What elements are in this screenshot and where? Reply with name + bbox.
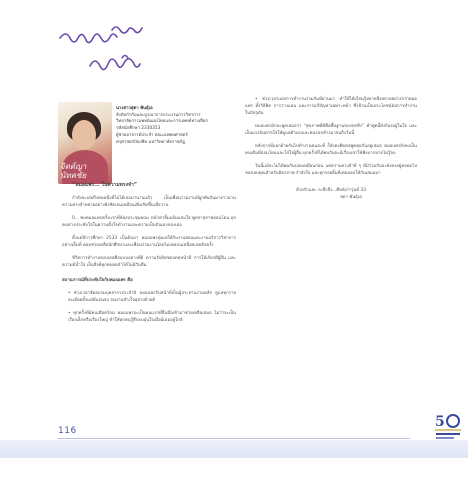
author-bio: [116, 106, 236, 146]
left-column: [62, 182, 236, 330]
photo-handwriting: จิตต์ญา นัทคชัย: [60, 162, 87, 180]
paragraph: ตั้งแต่ปีการศึกษา 2533 เป็นต้นมา หมอแพรทุ่มเทให้กับงานสอนและงานบริการวิชาการอย่างเต็มที่ คอยช่วยเหลือนักศึกษาและเพื่อนร่วมงานโดยไม่เคยบ่นเหนื่อยเลยสักครั้ง: [62, 236, 236, 248]
section-heading: สถานการณ์ที่ประทับใจกับหมอแพร คือ: [62, 278, 133, 283]
paragraph: ปี... พบหมอแพรครั้งแรกที่ห้องประชุมคณะ หน้าตายิ้มแย้มแจ่มใส พูดจาสุภาพอ่อนโยน ทุกคนต่างประทับใจในความตั้งใจทำงานและความเป็นกันเองของเธอ: [62, 216, 236, 228]
article-title: “หมอแพร... ในความทรงจำ”: [72, 182, 138, 188]
anniversary-logo: [432, 408, 464, 442]
paragraph: • ช่วงเวลาแห่งการทำงานร่วมกันที่ผ่านมา ทำให้ได้เรียนรู้หลายสิ่งหลายอย่างจากหมอแพร ทั้งวิธีคิด การวางแผน และการแก้ปัญหาเฉพาะหน้า ซึ่งล้วนเป็นประโยชน์ต่อการทำงานในปัจจุบัน: [245, 97, 417, 116]
paragraph: กำลังจะเอ่ยถึงคนหนึ่งที่ไม่ได้เจอมานานแล้ว เป็นเพื่อนร่วมงานที่ผูกพันกันมายาวนาน ความทรงจำหลายอย่างยังชัดเจนเหมือนเพิ่งเกิดขึ้นเมื่อวาน: [62, 196, 236, 208]
portrait-photo: [58, 102, 112, 184]
paragraph: หมอแพรมักจะพูดเสมอว่า “สุขภาพที่ดีคือพื้นฐานของทุกสิ่ง” คำพูดนี้ยังก้องอยู่ในใจ และเป็นแรงบันดาลใจให้ดูแลตัวเองและคนรอบข้างมาจนถึงวันนี้: [245, 124, 417, 136]
bio-line: ผู้ช่วยอาจารย์ประจำ คณะแพทยศาสตร์: [116, 132, 188, 138]
bullet-item: • ช่วงเวลาจัดอบรมบุคลากรประจำปี หมอแพรรับหน้าที่เป็นผู้ประสานงานหลัก ดูแลทุกรายละเอียดตั้งแต่ต้นจนจบ จนงานสำเร็จลุล่วงด้วยดี: [68, 291, 236, 303]
closing-line: ด้วยรักและ ระลึกถึง...ศิษย์เก่ารุ่นที่ 33: [296, 188, 366, 193]
bio-line: รหัสนักศึกษา 2330353: [116, 126, 161, 132]
closing-name: สุดา พันธุ์เอ: [340, 195, 362, 200]
author-name: นางสาวสุดา พันธุ์เอ: [116, 106, 153, 111]
handwritten-signature: [52, 18, 172, 88]
page-number: 116: [58, 426, 77, 436]
paragraph: ชีวิตการทำงานของเธอคือแบบอย่างที่ดี ความรับผิดชอบต่อหน้าที่ การให้เกียรติผู้อื่น และความมีน้ำใจ เป็นสิ่งที่ทุกคนจดจำได้ไม่มีวันลืม: [62, 256, 236, 268]
svg-text:5: 5: [435, 414, 445, 430]
footer-divider: [58, 438, 410, 439]
paragraph: วันนี้แม้จะไม่ได้พบกันบ่อยเหมือนก่อน แต่ความทรงจำดี ๆ ที่มีร่วมกันจะยังคงอยู่ตลอดไป ขอขอบคุณสำหรับมิตรภาพ กำลังใจ และทุกรอยยิ้มที่เคยมอบให้กันเสมอมา: [245, 164, 417, 176]
footer-band: [0, 440, 468, 458]
bio-line: สังกัดกำกับและบูรณาการกระบวนการวิชาการ: [116, 112, 201, 118]
paragraph: หลังจากที่แยกย้ายกันไปทำงานคนละที่ ก็ยังคงติดต่อพูดคุยกันอยู่เสมอ หมอแพรยังคงเป็นคนเดิมที่อ่อนโยนและใส่ใจผู้อื่น ทุกครั้งที่ได้พบกันจะมีเรื่องเล่าให้ฟังมากมายไม่รู้จบ: [245, 144, 417, 156]
bio-line: ครุศาสตร์บัณฑิต มหาวิทยาลัยราชภัฏ: [116, 139, 186, 145]
bio-line: วิทยาลัยการแพทย์แผนไทยและการแพทย์ทางเลือก: [116, 119, 208, 125]
bullet-item: • ทุกครั้งที่มีคนเดือดร้อน หมอแพรจะเป็นคนแรกที่ยื่นมือเข้ามาช่วยเหลือเสมอ ไม่ว่าจะเป็นเรื่องเล็กหรือเรื่องใหญ่ ทำให้ทุกคนรู้สึกอบอุ่นใจเมื่อมีเธออยู่ใกล้: [68, 311, 236, 323]
right-column: [245, 96, 417, 201]
